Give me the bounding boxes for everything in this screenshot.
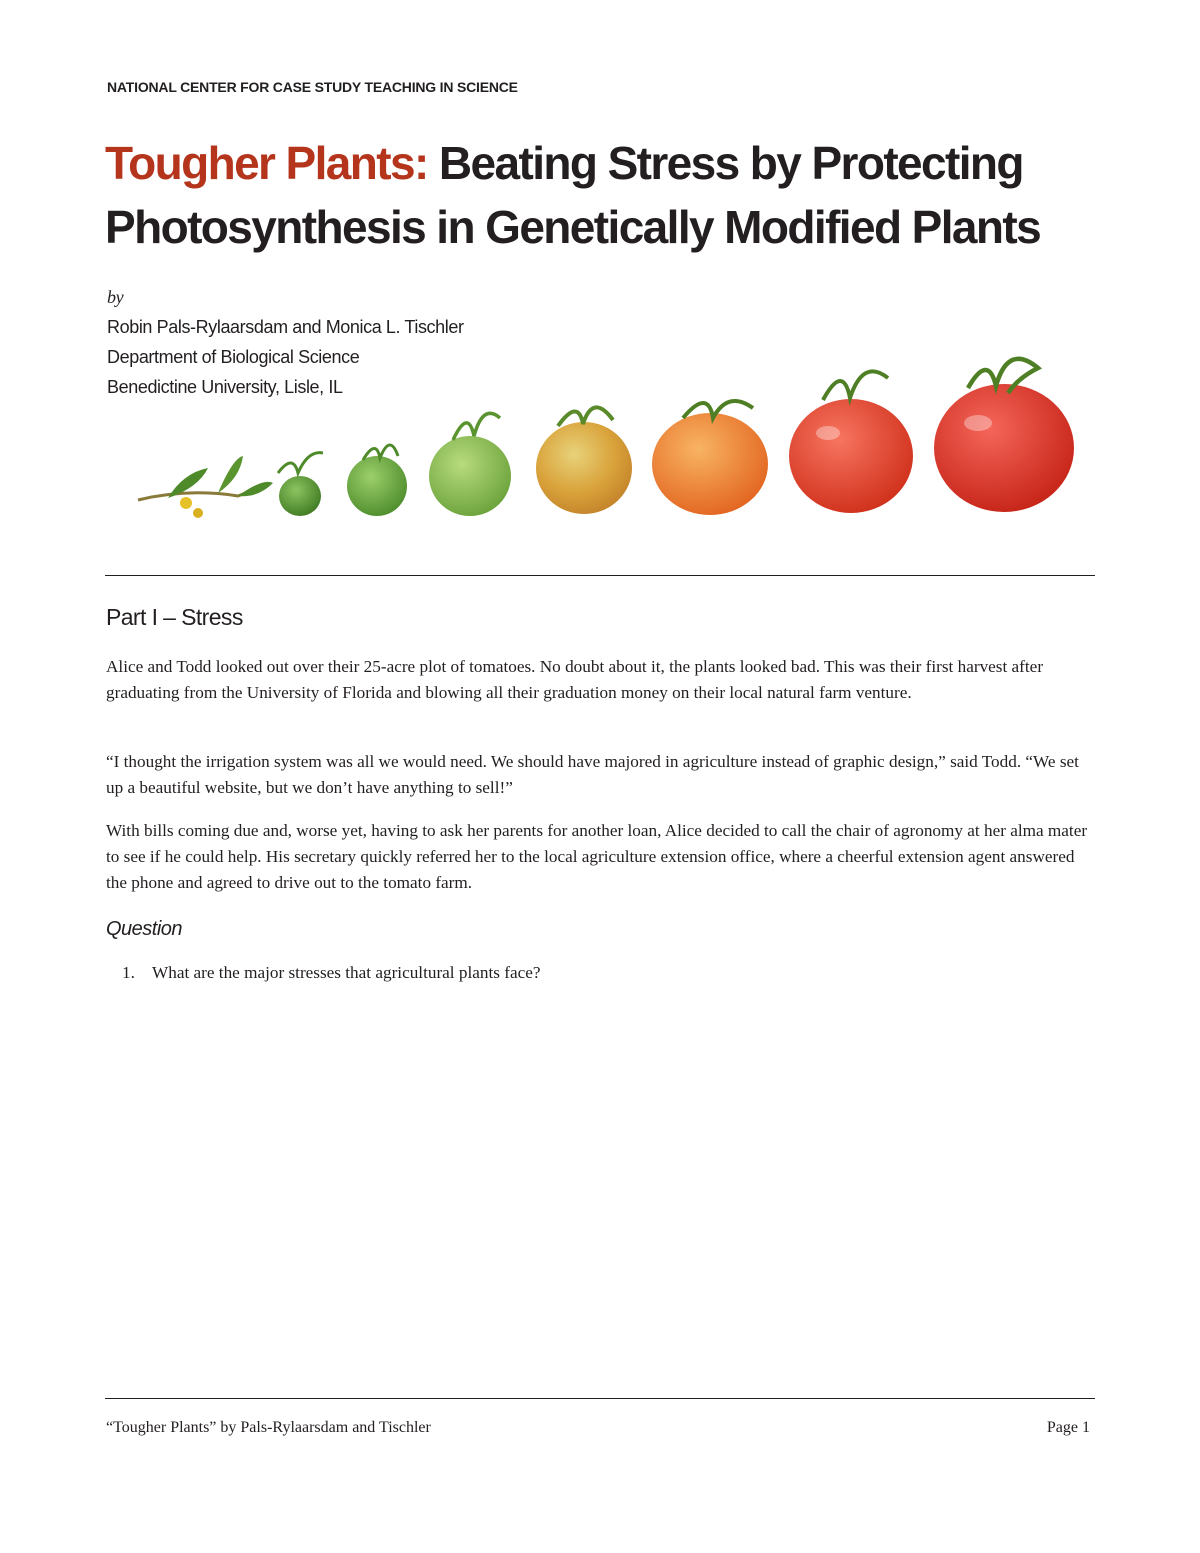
title-main: Beating Stress by Protecting Photosynthesis in Genetically Modified Plants [105, 137, 1041, 253]
tomato-orange-icon [652, 401, 768, 515]
footer-citation: “Tougher Plants” by Pals-Rylaarsdam and Tischler [106, 1419, 431, 1436]
section-heading: Part I – Stress [106, 604, 243, 630]
flower-stem-icon [138, 456, 273, 518]
tomato-breaker-icon [536, 407, 632, 514]
page-title [105, 131, 1105, 259]
section-divider-top [105, 575, 1095, 576]
paragraph-1: Alice and Todd looked out over their 25-acre plot of tomatoes. No doubt about it, the plants looked bad. This was their first harvest after graduating from the University of Florida and blowing all their graduation money on their local natural farm venture. [106, 657, 1044, 702]
header-organization: NATIONAL CENTER FOR CASE STUDY TEACHING IN SCIENCE [107, 79, 518, 95]
byline-institution: Benedictine University, Lisle, IL [107, 377, 343, 397]
byline-by: by [107, 287, 124, 307]
title-accent: Tougher Plants: [105, 137, 428, 189]
paragraph-3: With bills coming due and, worse yet, having to ask her parents for another loan, Alice decided to call the chair of agronomy at her alma mater to see if he could help. His secretary quickly referred her to the local agriculture extension office, where a cheerful extension agent answered the phone and agreed to drive out to the tomato farm. [106, 821, 1088, 892]
tomato-ripe-icon [934, 359, 1074, 512]
tomato-green-icon [347, 445, 407, 516]
question-list [122, 960, 540, 986]
question-number: 1. [122, 963, 135, 982]
tomato-green-small-icon [278, 453, 323, 516]
byline-department: Department of Biological Science [107, 347, 360, 367]
tomato-red-icon [789, 371, 913, 513]
question-item [122, 960, 540, 986]
byline-authors: Robin Pals-Rylaarsdam and Monica L. Tischler [107, 317, 464, 337]
tomato-light-green-icon [429, 413, 511, 516]
question-text: What are the major stresses that agricultural plants face? [152, 963, 541, 982]
footer-divider [105, 1398, 1095, 1399]
footer-page-number: Page 1 [1046, 1419, 1090, 1436]
question-heading: Question [106, 918, 183, 940]
paragraph-2: “I thought the irrigation system was all we would need. We should have majored in agriculture instead of graphic design,” said Todd. “We set up a beautiful website, but we don’t have anything to sell!” [106, 752, 1079, 797]
tomato-ripening-image [128, 338, 1078, 538]
